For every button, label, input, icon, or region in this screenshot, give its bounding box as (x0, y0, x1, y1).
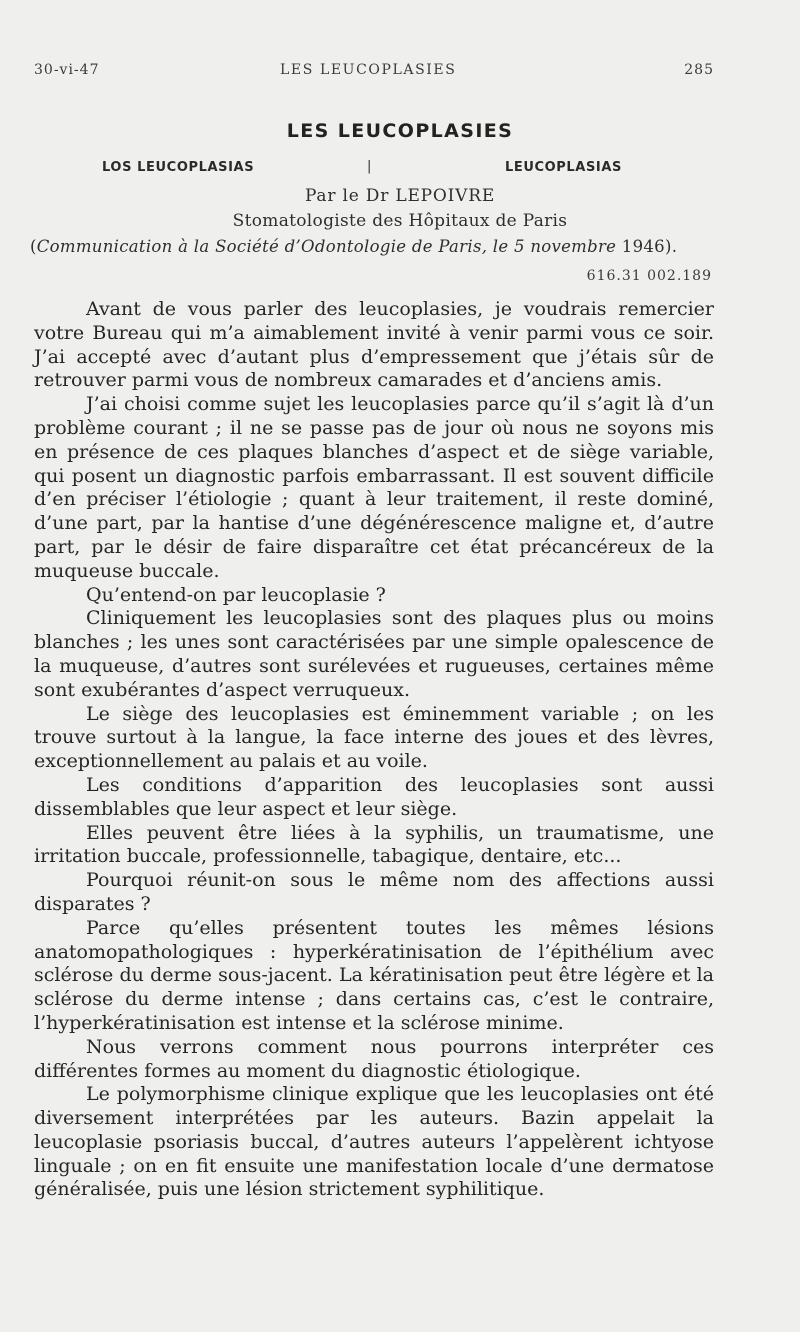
running-title: LES LEUCOPLASIES (280, 62, 457, 78)
spanish-title: LOS LEUCOPLASIAS (102, 160, 255, 175)
issue-date: 30-vi-47 (34, 62, 100, 78)
author-line: Par le Dr LEPOIVRE (304, 186, 496, 206)
article-body (34, 298, 714, 1202)
affiliation-line: Stomatologiste des Hôpitaux de Paris (232, 211, 568, 231)
paragraph: Le polymorphisme clinique explique que les leucoplasies ont été diversement interprétées par les auteurs. Bazin appelait la leucoplasie psoriasis buccal, d’autres auteurs l’appelèrent ichtyose linguale ; on en fit ensuite une manifestation locale d’une dermatose généralisée, puis une lésion strictement syphilitique. (34, 1083, 714, 1201)
page-number: 285 (684, 62, 714, 78)
paragraph: Le siège des leucoplasies est éminemment variable ; on les trouve surtout à la langue, la face interne des joues et des lèvres, exceptionnellement au palais et au voile. (34, 702, 714, 773)
translated-titles (102, 160, 622, 180)
paragraph: J’ai choisi comme sujet les leucoplasies parce qu’il s’agit là d’un problème courant ; il ne se passe pas de jour où nous ne soyons mis en présence de ces plaques blanches d’aspect et de siège variable, qui posent un diagnostic parfois embarrassant. Il est souvent difficile d’en préciser l’étiologie ; quant à leur traitement, il reste dominé, d’une part, par la hantise d’une dégénérescence maligne et, d’autre part, par le désir de faire disparaître cet état précancéreux de la muqueuse buccale. (34, 393, 714, 582)
paragraph: Pourquoi réunit-on sous le même nom des affections aussi disparates ? (34, 869, 714, 915)
communication-year: 1946). (616, 237, 678, 256)
running-header (34, 62, 714, 82)
communication-note (30, 237, 730, 256)
classification-code: 616.31 002.189 (586, 268, 712, 284)
paragraph: Elles peuvent être liées à la syphilis, un traumatisme, une irritation buccale, professionnelle, tabagique, dentaire, etc... (34, 821, 714, 868)
paragraph: Cliniquement les leucoplasies sont des plaques plus ou moins blanches ; les unes sont caractérisées par une simple opalescence de la muqueuse, d’autres sont surélevées et rugueuses, certaines même sont exubérantes d’aspect verruqueux. (34, 607, 714, 701)
paragraph: Parce qu’elles présentent toutes les mêmes lésions anatomopathologiques : hyperkératinisation de l’épithélium avec sclérose du derme sous-jacent. La kératinisation peut être légère et la sclérose du derme intense ; dans certains cas, c’est le contraire, l’hyperkératinisation est intense et la sclérose minime. (34, 916, 714, 1034)
paragraph: Qu’entend-on par leucoplasie ? (86, 583, 386, 606)
paragraph: Avant de vous parler des leucoplasies, je voudrais remercier votre Bureau qui m’a aimablement invité à venir parmi vous ce soir. J’ai accepté avec d’autant plus d’empressement que j’étais sûr de retrouver parmi vous de nombreux camarades et d’anciens amis. (34, 298, 714, 392)
communication-open-paren: ( (30, 237, 37, 256)
title-separator: | (367, 159, 372, 174)
article-title: LES LEUCOPLASIES (286, 120, 514, 142)
alternate-title: LEUCOPLASIAS (504, 160, 622, 175)
paragraph: Nous verrons comment nous pourrons interpréter ces différentes formes au moment du diagnostic étiologique. (34, 1035, 714, 1082)
paragraph: Les conditions d’apparition des leucoplasies sont aussi dissemblables que leur aspect et leur siège. (34, 773, 714, 820)
communication-text: Communication à la Société d’Odontologie de Paris, le 5 novembre (36, 237, 617, 256)
